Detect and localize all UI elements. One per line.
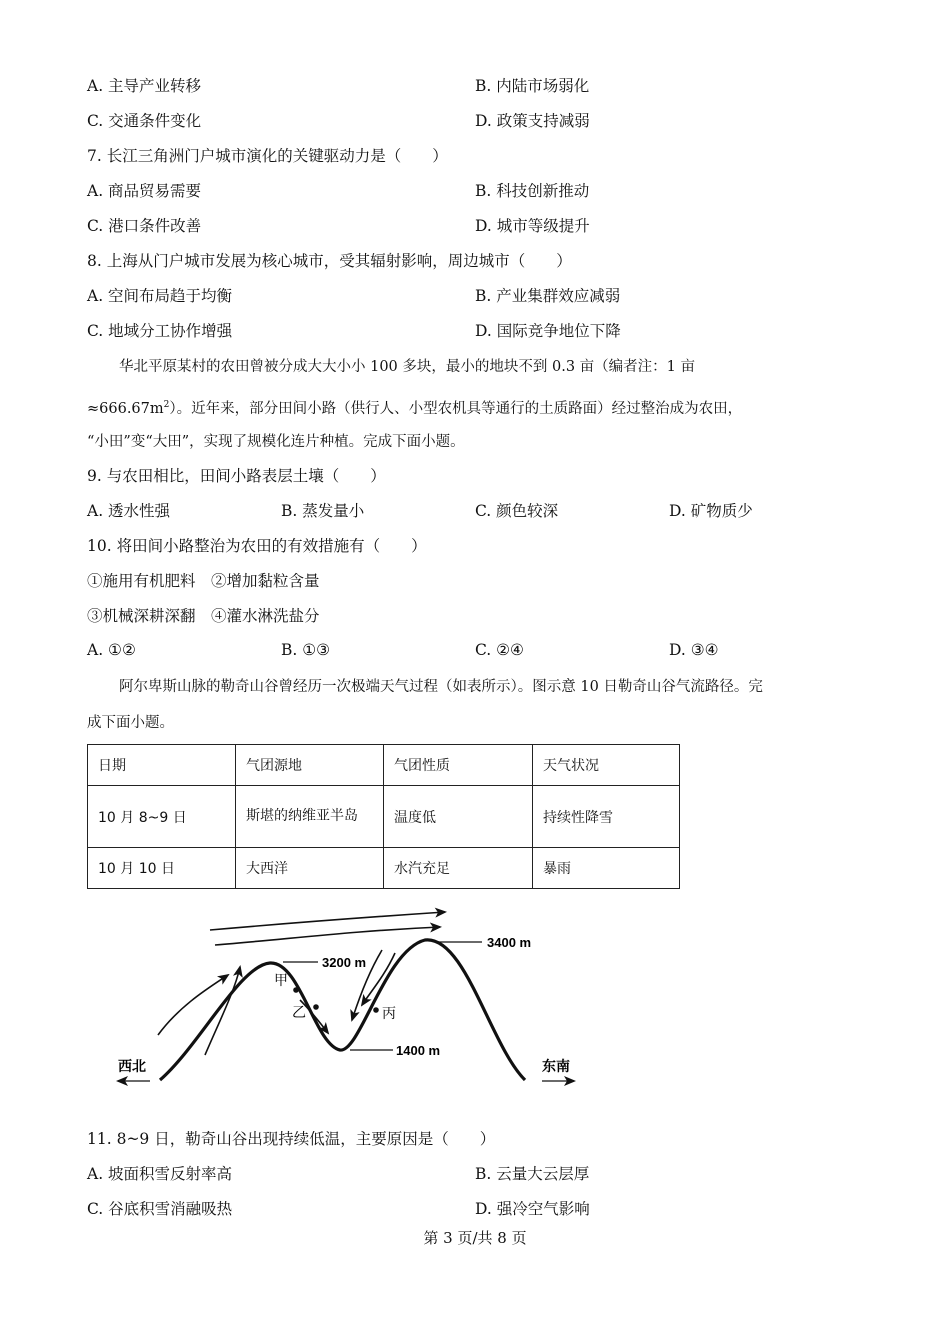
point-bing-label: 丙 bbox=[382, 1006, 396, 1022]
table-header-cell: 日期 bbox=[88, 745, 236, 786]
southeast-label: 东南 bbox=[542, 1059, 570, 1075]
valley-elevation-label: 1400 m bbox=[396, 1043, 441, 1058]
q10-option-b: B. ①③ bbox=[281, 641, 331, 659]
q10-stem: 10. 将田间小路整治为农田的有效措施有（ ） bbox=[87, 537, 427, 555]
valley-airflow-diagram bbox=[0, 895, 950, 1095]
q11-stem: 11. 8~9 日，勒奇山谷出现持续低温，主要原因是（ ） bbox=[87, 1130, 496, 1148]
upper-airflow-arrow-1 bbox=[210, 912, 445, 930]
q6-option-d: D. 政策支持减弱 bbox=[475, 112, 590, 130]
point-yi-label: 乙 bbox=[292, 1005, 306, 1021]
q7-option-d: D. 城市等级提升 bbox=[475, 217, 590, 235]
q10-option-d: D. ③④ bbox=[669, 641, 719, 659]
passage2-line1: 华北平原某村的农田曾被分成大大小小 100 多块，最小的地块不到 0.3 亩（编者注：1 亩 bbox=[119, 359, 696, 375]
table-cell: 水汽充足 bbox=[384, 848, 533, 889]
weather-table bbox=[87, 744, 680, 889]
q6-option-c: C. 交通条件变化 bbox=[87, 112, 202, 130]
q9-option-a: A. 透水性强 bbox=[87, 502, 171, 520]
table-cell: 10 月 8~9 日 bbox=[88, 786, 236, 848]
west-peak-elevation-label: 3200 m bbox=[322, 955, 367, 970]
q10-option-c: C. ②④ bbox=[475, 641, 524, 659]
table-header-row bbox=[88, 745, 680, 786]
table-row bbox=[88, 786, 680, 848]
passage3-line1: 阿尔卑斯山脉的勒奇山谷曾经历一次极端天气过程（如表所示）。图示意 10 日勒奇山谷气流路径。完 bbox=[119, 679, 763, 695]
q7-stem: 7. 长江三角洲门户城市演化的关键驱动力是（ ） bbox=[87, 147, 448, 165]
windward-arrow-2 bbox=[205, 967, 240, 1055]
table-cell: 大西洋 bbox=[236, 848, 384, 889]
passage2-line2: $\approx 666.67m^2$）。近年来，部分田间小路（供行人、小型农机具等通行的土质路面）经过整治成为农田， bbox=[87, 400, 743, 417]
table-header-cell: 气团性质 bbox=[384, 745, 533, 786]
table-cell: 暴雨 bbox=[533, 848, 680, 889]
q9-option-d: D. 矿物质少 bbox=[669, 502, 753, 520]
q9-stem: 9. 与农田相比，田间小路表层土壤（ ） bbox=[87, 467, 386, 485]
q11-option-b: B. 云量大云层厚 bbox=[475, 1165, 590, 1183]
point-yi-dot bbox=[313, 1004, 319, 1010]
table-header-cell: 天气状况 bbox=[533, 745, 680, 786]
q6-option-a: A. 主导产业转移 bbox=[87, 77, 202, 95]
q11-option-a: A. 坡面积雪反射率高 bbox=[87, 1165, 233, 1183]
q10-option-a: A. ①② bbox=[87, 641, 136, 659]
table-header-cell: 气团源地 bbox=[236, 745, 384, 786]
q9-option-c: C. 颜色较深 bbox=[475, 502, 559, 520]
q8-option-b: B. 产业集群效应减弱 bbox=[475, 287, 621, 305]
q10-statement-3-4: ③机械深耕深翻 ④灌水淋洗盐分 bbox=[87, 607, 320, 625]
q7-option-a: A. 商品贸易需要 bbox=[87, 182, 202, 200]
q7-option-b: B. 科技创新推动 bbox=[475, 182, 590, 200]
upper-airflow-arrow-2 bbox=[215, 927, 440, 945]
q7-option-c: C. 港口条件改善 bbox=[87, 217, 202, 235]
passage3-line2: 成下面小题。 bbox=[87, 715, 174, 731]
point-bing-dot bbox=[373, 1007, 379, 1013]
table-row bbox=[88, 848, 680, 889]
point-jia-label: 甲 bbox=[274, 973, 288, 989]
northwest-label: 西北 bbox=[118, 1059, 146, 1075]
point-jia-dot bbox=[293, 987, 299, 993]
q8-option-c: C. 地域分工协作增强 bbox=[87, 322, 233, 340]
q10-statement-1-2: ①施用有机肥料 ②增加黏粒含量 bbox=[87, 572, 320, 590]
page-number-footer: 第 3 页/共 8 页 bbox=[423, 1229, 527, 1247]
q8-option-a: A. 空间布局趋于均衡 bbox=[87, 287, 233, 305]
q8-option-d: D. 国际竞争地位下降 bbox=[475, 322, 621, 340]
table-cell: 斯堪的纳维亚半岛 bbox=[236, 786, 384, 848]
q11-option-c: C. 谷底积雪消融吸热 bbox=[87, 1200, 233, 1218]
table-cell: 持续性降雪 bbox=[533, 786, 680, 848]
q8-stem: 8. 上海从门户城市发展为核心城市，受其辐射影响，周边城市（ ） bbox=[87, 252, 572, 270]
table-cell: 温度低 bbox=[384, 786, 533, 848]
passage2-line3: “小田”变“大田”，实现了规模化连片种植。完成下面小题。 bbox=[87, 434, 465, 450]
q9-option-b: B. 蒸发量小 bbox=[281, 502, 365, 520]
q6-option-b: B. 内陆市场弱化 bbox=[475, 77, 590, 95]
east-peak-elevation-label: 3400 m bbox=[487, 935, 532, 950]
table-cell: 10 月 10 日 bbox=[88, 848, 236, 889]
q11-option-d: D. 强冷空气影响 bbox=[475, 1200, 590, 1218]
